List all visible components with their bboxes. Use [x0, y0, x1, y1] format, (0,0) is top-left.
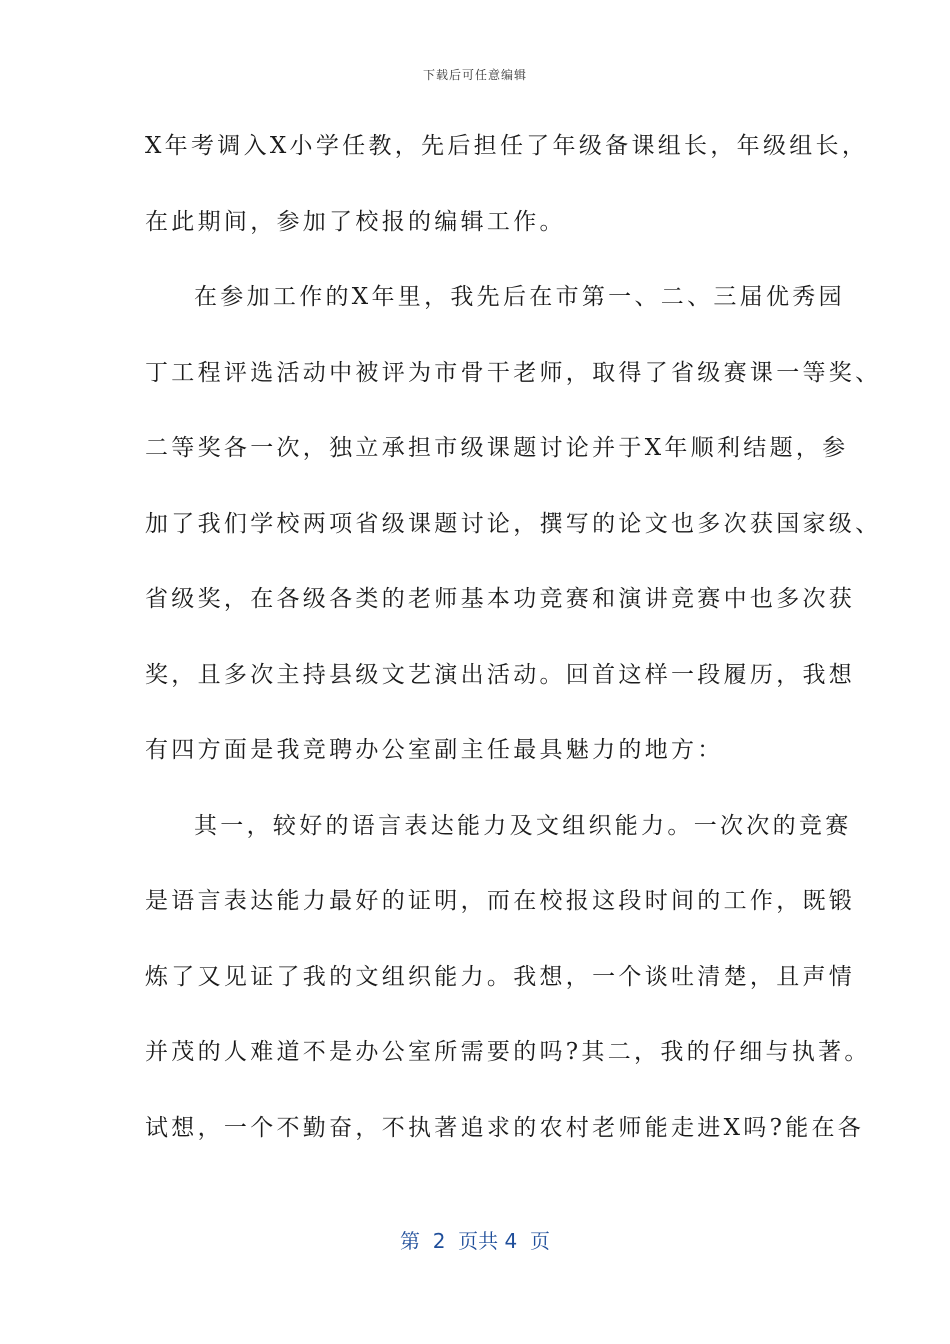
paragraph-start-line: 其一，较好的语言表达能力及文组织能力。一次次的竞赛 — [194, 812, 852, 839]
text-line: 炼了又见证了我的文组织能力。我想，一个谈吐清楚，且声情 — [145, 963, 856, 990]
document-body — [145, 120, 882, 1177]
text-line: 并茂的人难道不是办公室所需要的吗?其二，我的仔细与执著。 — [145, 1039, 871, 1065]
text-line: 奖，且多次主持县级文艺演出活动。回首这样一段履历，我想 — [145, 661, 856, 688]
text-line: 二等奖各一次，独立承担市级课题讨论并于X年顺利结题，参 — [145, 435, 849, 461]
text-line: X年考调入X小学任教，先后担任了年级备课组长，年级组长， — [145, 133, 869, 159]
text-line: 有四方面是我竞聘办公室副主任最具魅力的地方： — [145, 737, 724, 763]
text-line: 是语言表达能力最好的证明，而在校报这段时间的工作，既锻 — [145, 888, 856, 914]
text-line: 在此期间，参加了校报的编辑工作。 — [145, 208, 566, 235]
text-line: 丁工程评选活动中被评为市骨干老师，取得了省级赛课一等奖、 — [145, 359, 882, 386]
paragraph-start-line: 在参加工作的X年里，我先后在市第一、二、三届优秀园 — [194, 284, 845, 310]
page-header-note: 下载后可任意编辑 — [422, 68, 527, 82]
text-line: 试想，一个不勤奋，不执著追求的农村老师能走进X吗?能在各 — [145, 1114, 865, 1141]
text-line: 加了我们学校两项省级课题讨论，撰写的论文也多次获国家级、 — [145, 510, 882, 537]
page-number-footer: 第 2 页共 4 页 — [400, 1229, 550, 1253]
text-line: 省级奖，在各级各类的老师基本功竞赛和演讲竞赛中也多次获 — [145, 586, 856, 612]
